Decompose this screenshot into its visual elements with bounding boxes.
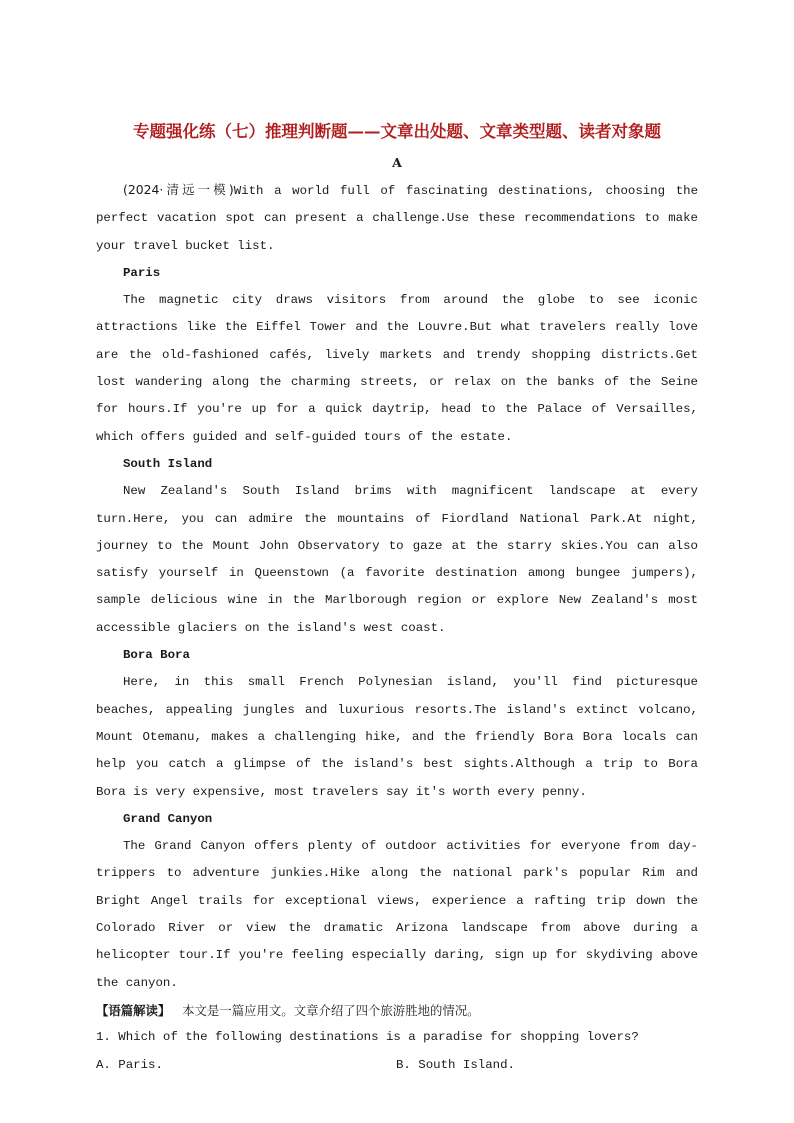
destination-paris xyxy=(96,260,698,451)
section-body: New Zealand's South Island brims with magnificent landscape at every turn.Here, you can admire the mountains of Fiordland National Park.At night, journey to the Mount John Observatory to gaze at the starry skies.You can also satisfy yourself in Queenstown (a favorite destination among bungee jumpers), sample delicious wine in the Marlborough region or explore New Zealand's most accessible glaciers on the island's west coast. xyxy=(96,484,698,635)
section-heading: Bora Bora xyxy=(123,648,190,663)
section-heading: Grand Canyon xyxy=(123,811,213,826)
section-body: Here, in this small French Polynesian island, you'll find picturesque beaches, appealing jungles and luxurious resorts.The island's extinct volcano, Mount Otemanu, makes a challenging hike, and the friendly Bora Bora locals can help you catch a glimpse of the island's best sights.Although a trip to Bora Bora is very expensive, most travelers say it's worth every penny. xyxy=(96,675,698,799)
intro-source: (2024·清远一模) xyxy=(123,182,234,197)
option-b: B. South Island. xyxy=(396,1057,515,1072)
option-a: A. Paris. xyxy=(96,1057,163,1072)
destination-bora-bora xyxy=(96,642,698,806)
document-page xyxy=(96,118,698,1079)
intro-paragraph xyxy=(96,176,698,260)
analysis-tag: 【语篇解读】 xyxy=(96,1002,171,1018)
intro-text: With a world full of fascinating destinations, choosing the perfect vacation spot can present a challenge.Use these recommendations to make your travel bucket list. xyxy=(96,184,698,253)
analysis-text: 本文是一篇应用文。文章介绍了四个旅游胜地的情况。 xyxy=(182,1002,480,1018)
passage-letter: A xyxy=(392,155,402,170)
destination-grand-canyon xyxy=(96,806,698,997)
document-title: 专题强化练（七）推理判断题——文章出处题、文章类型题、读者对象题 xyxy=(133,122,661,141)
section-body: The magnetic city draws visitors from around the globe to see iconic attractions like the Eiffel Tower and the Louvre.But what travelers really love are the old-fashioned cafés, lively markets and trendy shopping districts.Get lost wandering along the charming streets, or relax on the banks of the Seine for hours.If you're up for a quick daytrip, head to the Palace of Versailles, which offers guided and self-guided tours of the estate. xyxy=(96,293,698,444)
destination-south-island xyxy=(96,451,698,642)
passage-analysis xyxy=(96,997,698,1024)
answer-options xyxy=(96,1052,698,1079)
section-heading: Paris xyxy=(123,265,161,280)
section-heading: South Island xyxy=(123,456,213,471)
question-text: 1. Which of the following destinations is a paradise for shopping lovers? xyxy=(96,1030,639,1045)
section-body: The Grand Canyon offers plenty of outdoor activities for everyone from day-trippers to adventure junkies.Hike along the national park's popular Rim and Bright Angel trails for exceptional views, experience a rafting trip down the Colorado River or view the dramatic Arizona landscape from above during a helicopter tour.If you're feeling especially daring, sign up for skydiving above the canyon. xyxy=(96,839,698,990)
